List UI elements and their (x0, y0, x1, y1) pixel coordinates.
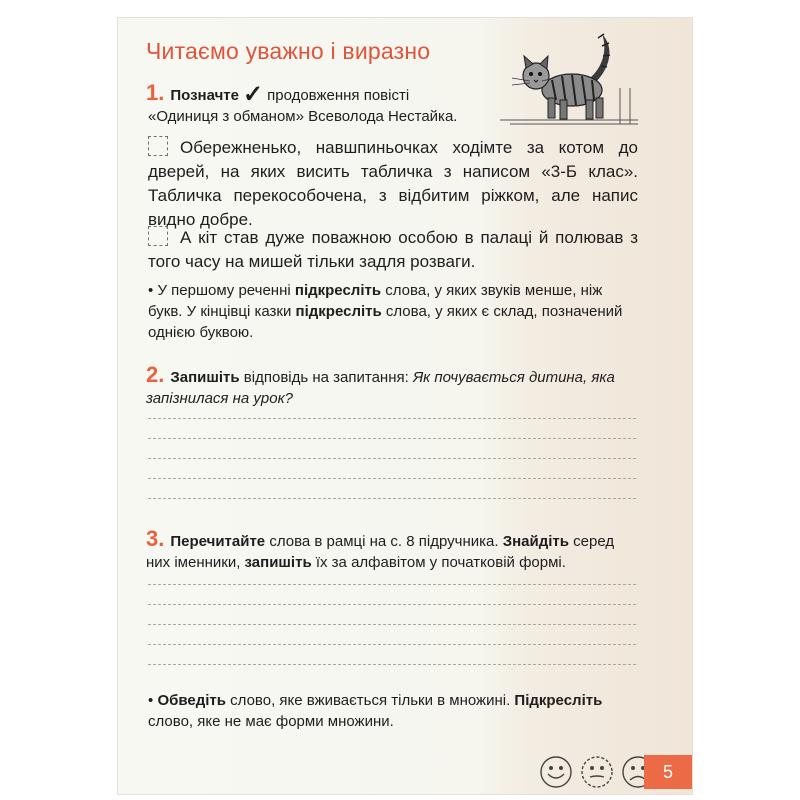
instruction-2-verb-2: Підкресліть (514, 692, 603, 709)
self-assessment-faces (538, 754, 660, 790)
answer-line[interactable] (148, 604, 636, 605)
option-a-text: Обережненько, навшпиньочках ходімте за котом до дверей, на яких висить табличка з написом «3-Б клас». Табличка перекособочена, з відбитим ріжком, але напис видно добре. (148, 138, 638, 229)
instruction-1-verb-a: підкресліть (294, 282, 382, 299)
task-3-text-1: слова в рамці на с. 8 підручника. (269, 533, 499, 550)
task-2-number: 2. (146, 362, 165, 387)
option-b-checkbox[interactable] (148, 226, 168, 246)
option-b-text: А кіт став дуже поважною особою в палаці й полював з того часу на мишей тільки задля розваги. (148, 228, 638, 271)
answer-line[interactable] (148, 458, 636, 459)
task-3-verb-2: Знайдіть (502, 533, 569, 550)
answer-line[interactable] (148, 438, 636, 439)
task-1 (146, 82, 586, 106)
task-1-line2: «Одиниця з обманом» Всеволода Нестайка. (148, 108, 458, 125)
page-number: 5 (644, 755, 692, 789)
option-a-checkbox[interactable] (148, 136, 168, 156)
task-2 (146, 364, 636, 409)
instruction-2 (148, 690, 638, 732)
instruction-2-verb-1: Обведіть (157, 692, 226, 709)
bullet: • (148, 692, 154, 709)
answer-line[interactable] (148, 478, 636, 479)
neutral-face-icon[interactable] (582, 757, 612, 787)
task-3 (146, 528, 636, 573)
instruction-1-text-c: слова, у яких є склад, позначений однією буквою. (148, 303, 623, 341)
checkmark-icon: ✓ (243, 81, 264, 108)
task-3-text-3: їх за алфавітом у початковій формі. (315, 554, 566, 571)
task-3-verb-1: Перечитайте (170, 533, 266, 550)
workbook-page (118, 18, 692, 794)
instruction-1-text-b: слова, у яких звуків менше, ніж букв. У кінцівці казки (148, 282, 603, 320)
task-2-text: відповідь на запитання: (243, 369, 409, 386)
answer-line[interactable] (148, 644, 636, 645)
task-1-number: 1. (146, 80, 165, 105)
instruction-1-text-a: У першому реченні (157, 282, 291, 299)
bullet: • (148, 282, 154, 299)
task-3-text-2: серед них іменники, (146, 533, 615, 571)
instruction-2-text-2: слово, яке не має форми множини. (148, 713, 394, 730)
answer-line[interactable] (148, 624, 636, 625)
option-b (148, 226, 638, 274)
answer-line[interactable] (148, 664, 636, 665)
task-3-verb-3: запишіть (244, 554, 312, 571)
smile-face-icon[interactable] (541, 757, 571, 787)
task-2-question: Як почувається дитина, яка запізнилася на урок? (146, 369, 615, 407)
answer-line[interactable] (148, 418, 636, 419)
instruction-2-text-1: слово, яке вживається тільки в множині. (230, 692, 511, 709)
section-title: Читаємо уважно і виразно (146, 38, 431, 64)
task-1-verb: Позначте (170, 87, 239, 104)
task-2-verb: Запишіть (170, 369, 240, 386)
task-1-text: продовження повісті (267, 87, 410, 104)
option-a (148, 136, 638, 232)
instruction-1 (148, 280, 638, 343)
answer-line[interactable] (148, 584, 636, 585)
task-3-number: 3. (146, 526, 165, 551)
instruction-1-verb-b: підкресліть (295, 303, 382, 320)
answer-line[interactable] (148, 498, 636, 499)
